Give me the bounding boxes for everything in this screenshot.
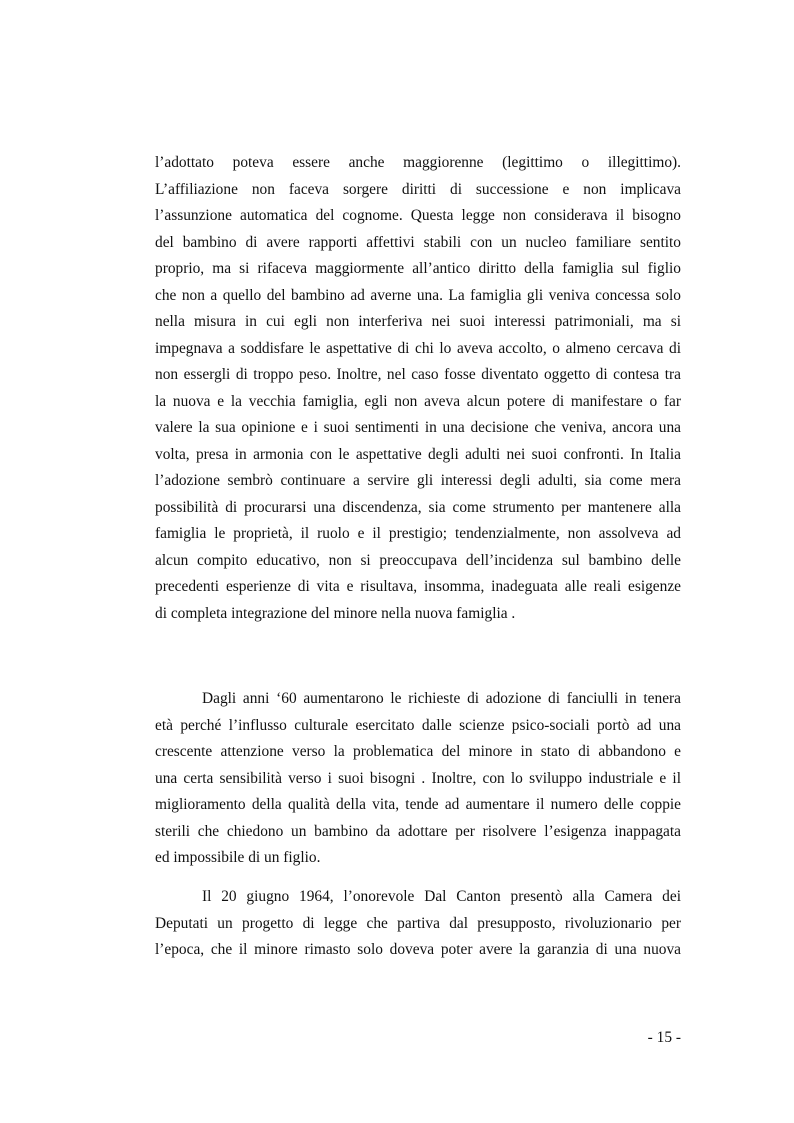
paragraph-line: Dagli anni ‘60 aumentarono le richieste di adozione di fanciulli in tenera [202,690,681,707]
paragraph-line: Il 20 giugno 1964, l’onorevole Dal Canton presentò alla Camera dei [202,888,681,905]
paragraph-line: di completa integrazione del minore nella nuova famiglia . [155,604,516,622]
paragraph-line: precedenti esperienze di vita e risultava, insomma, inadeguata alle reali esigenze [155,578,681,595]
paragraph-line: la nuova e la vecchia famiglia, egli non aveva alcun potere di manifestare o far [155,392,681,410]
paragraph-line: volta, presa in armonia con le aspettative degli adulti nei suoi confronti. In Italia [155,445,681,463]
paragraph-line: L’affiliazione non faceva sorgere diritti di successione e non implicava [155,180,681,198]
paragraph-2 [155,686,681,872]
paragraph-line: Deputati un progetto di legge che partiva dal presupposto, rivoluzionario per [155,914,681,932]
paragraph-line: miglioramento della qualità della vita, tende ad aumentare il numero delle coppie [155,796,681,813]
paragraph-line: l’assunzione automatica del cognome. Questa legge non considerava il bisogno [155,207,681,224]
paragraph-line: possibilità di procurarsi una discendenza, sia come strumento per mantenere alla [155,498,681,516]
paragraph-line: del bambino di avere rapporti affettivi stabili con un nucleo familiare sentito [155,233,681,251]
paragraph-line: ed impossibile di un figlio. [155,849,321,866]
paragraph-line: l’epoca, che il minore rimasto solo doveva poter avere la garanzia di una nuova [155,941,681,958]
paragraph-line: alcun compito educativo, non si preoccupava dell’incidenza sul bambino delle [155,551,681,569]
paragraph-line: proprio, ma si rifaceva maggiormente all’antico diritto della famiglia sul figlio [155,260,681,277]
paragraph-line: sterili che chiedono un bambino da adottare per risolvere l’esigenza inappagata [155,822,681,840]
paragraph-1 [155,150,681,627]
paragraph-line: crescente attenzione verso la problematica del minore in stato di abbandono e [155,743,681,760]
paragraph-line: l’adottato poteva essere anche maggiorenne (legittimo o illegittimo). [155,154,681,171]
paragraph-line: età perché l’influsso culturale esercitato dalle scienze psico-sociali portò ad una [155,716,681,734]
paragraph-line: impegnava a soddisfare le aspettative di chi lo aveva accolto, o almeno cercava di [155,339,681,357]
paragraph-line: una certa sensibilità verso i suoi bisogni . Inoltre, con lo sviluppo industriale e il [155,769,681,787]
paragraph-line: valere la sua opinione e i suoi sentimenti in una decisione che veniva, ancora una [155,419,681,436]
paragraph-line: non essergli di troppo peso. Inoltre, nel caso fosse diventato oggetto di contesa tra [155,366,681,383]
page-number: - 15 - [647,1029,681,1046]
paragraph-line: l’adozione sembrò continuare a servire gli interessi degli adulti, sia come mera [155,472,681,489]
paragraph-line: famiglia le proprietà, il ruolo e il prestigio; tendenzialmente, non assolveva ad [155,525,681,542]
paragraph-line: che non a quello del bambino ad averne una. La famiglia gli veniva concessa solo [155,286,681,304]
paragraph-line: nella misura in cui egli non interferiva nei suoi interessi patrimoniali, ma si [155,313,681,330]
paragraph-3 [155,884,681,964]
